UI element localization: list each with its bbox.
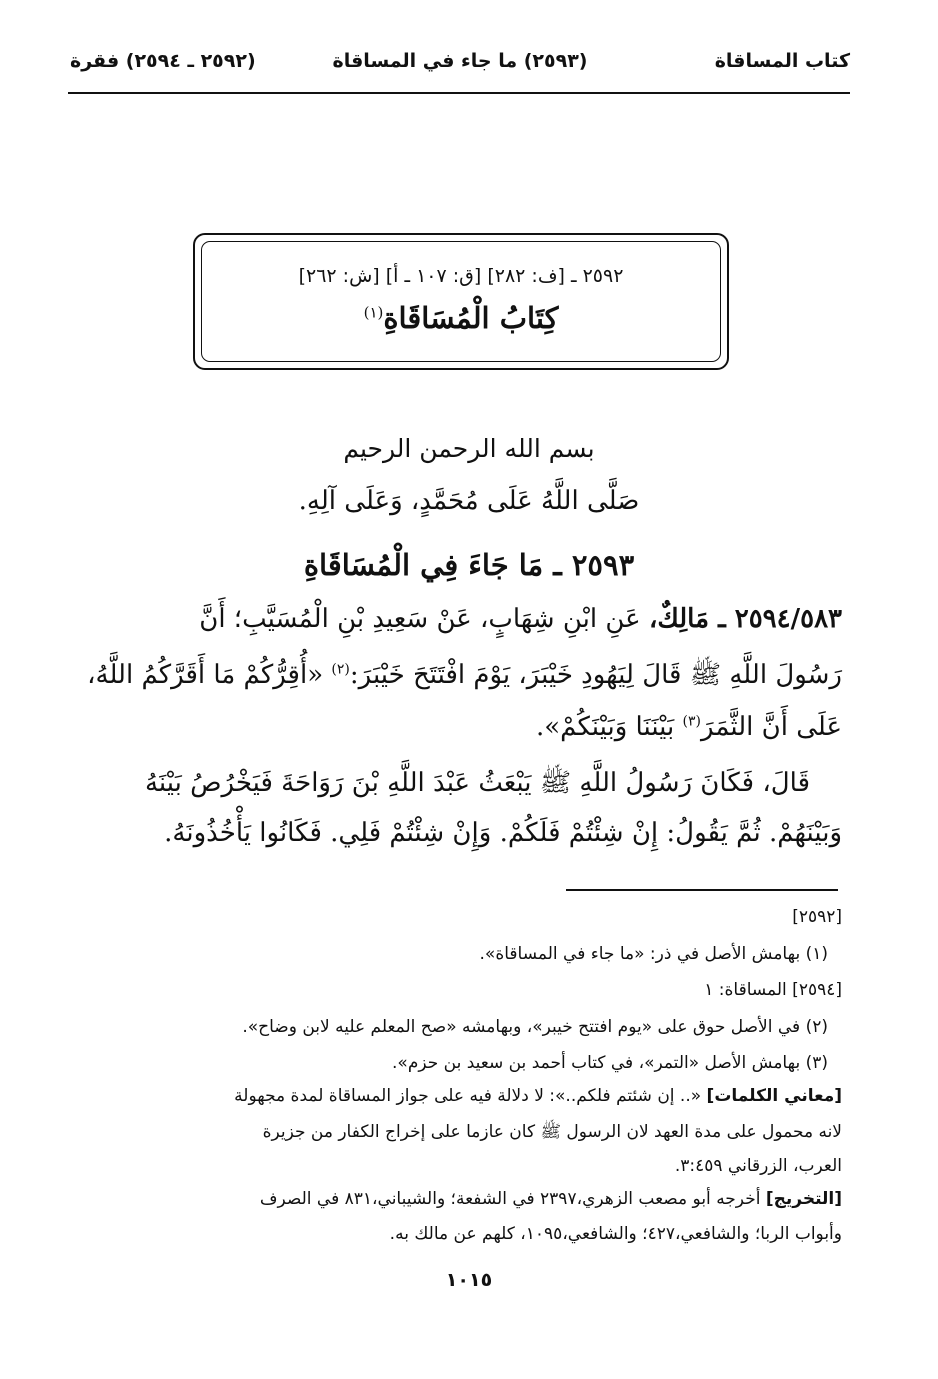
footnote-3: (٣) بهامش الأصل «التمر»، في كتاب أحمد بن سعيد بن حزم». [392, 1053, 828, 1073]
takhrij-text-1: أخرجه أبو مصعب الزهري،٢٣٩٧ في الشفعة؛ والشيباني،٨٣١ في الصرف [259, 1189, 761, 1209]
basmala: بسم الله الرحمن الرحيم [343, 434, 595, 463]
header-chapter-title: (٢٥٩٣) ما جاء في المساقاة [332, 50, 588, 72]
hadith-line-1 [70, 604, 842, 634]
takhrij-label: [التخريج] [765, 1189, 842, 1209]
word-meanings-text-1: «.. إن شئتم فلكم..»: لا دلالة فيه على جواز المساقاة لمدة مجهولة [234, 1086, 702, 1106]
hadith-line-2b: «أُقِرُّكُمْ مَا أَقَرَّكُمُ اللَّهُ، [87, 660, 324, 690]
running-header [70, 42, 850, 92]
hadith-line-4: قَالَ، فَكَانَ رَسُولُ اللَّهِ ﷺ يَبْعَثُ عَبْدَ اللَّهِ بْنَ رَوَاحَةَ فَيَخْرُصُ بَيْنَهُ [144, 768, 810, 798]
word-meanings-line-2: لانه محمول على مدة العهد لان الرسول ﷺ كان عازما على إخراج الكفار من جزيرة [262, 1122, 842, 1142]
book-title-box [193, 233, 729, 370]
book-reference-numbers: ٢٥٩٢ ـ [ف: ٢٨٢] [ق: ١٠٧ ـ أ] [ش: ٢٦٢] [298, 265, 624, 287]
header-book-title: كتاب المساقاة [714, 50, 850, 72]
header-rule [68, 92, 850, 94]
hadith-line-5: وَبَيْنَهُمْ. ثُمَّ يَقُولُ: إِنْ شِئْتُمْ فَلَكُمْ. وَإِنْ شِئْتُمْ فَلِي. فَكَانُوا يَأْخُذُونَهُ. [164, 818, 842, 848]
header-paragraph-range: (٢٥٩٢ ـ ٢٥٩٤) فقرة [70, 50, 256, 72]
footnote-separator [566, 889, 838, 891]
word-meanings-line-3: العرب، الزرقاني ٣:٤٥٩. [674, 1156, 842, 1176]
word-meanings-label: [معاني الكلمات] [706, 1086, 842, 1106]
book-title-footnote-marker: (١) [363, 303, 384, 322]
hadith-line-2a: رَسُولَ اللَّهِ ﷺ قَالَ لِيَهُودِ خَيْبَرَ، يَوْمَ افْتَتَحَ خَيْبَرَ: [349, 660, 842, 690]
takhrij-line-1 [70, 1189, 842, 1209]
word-meanings-line-1 [70, 1086, 842, 1106]
hadith-line-3 [70, 712, 842, 742]
book-title-text: كِتَابُ الْمُسَاقَاةِ [383, 301, 559, 335]
hadith-line-2 [70, 658, 842, 696]
footnote-marker-3: (٣) [682, 713, 701, 730]
chapter-heading: ٢٥٩٣ ـ مَا جَاءَ فِي الْمُسَاقَاةِ [303, 548, 635, 582]
hadith-number: ٢٥٩٤/٥٨٣ ـ مَالِكٌ، [648, 604, 842, 634]
footnote-ref-2594: [٢٥٩٤] المساقاة: ١ [704, 980, 842, 1000]
book-title [195, 301, 727, 335]
hadith-line-1-text: عَنِ ابْنِ شِهَابٍ، عَنْ سَعِيدِ بْنِ الْمُسَيَّبِ؛ أَنَّ [199, 604, 641, 634]
footnote-marker-2: (٢) [331, 661, 350, 678]
salawat-line: صَلَّى اللَّهُ عَلَى مُحَمَّدٍ، وَعَلَى آلِهِ. [298, 486, 640, 516]
footnote-ref-2592: [٢٥٩٢] [792, 907, 842, 927]
hadith-line-3a: عَلَى أَنَّ الثَّمَرَ [700, 712, 842, 742]
page-number: ١٠١٥ [445, 1269, 493, 1291]
footnote-1: (١) بهامش الأصل في ذر: «ما جاء في المساقاة». [479, 944, 828, 964]
takhrij-line-2: وأبواب الربا؛ والشافعي،٤٢٧؛ والشافعي،١٠٩٥، كلهم عن مالك به. [389, 1224, 842, 1244]
footnote-2: (٢) في الأصل حوق على «يوم افتتح خيبر»، وبهامشه «صح المعلم عليه لابن وضاح». [242, 1017, 828, 1037]
hadith-line-3b: بَيْنَنَا وَبَيْنَكُمْ». [535, 712, 675, 742]
